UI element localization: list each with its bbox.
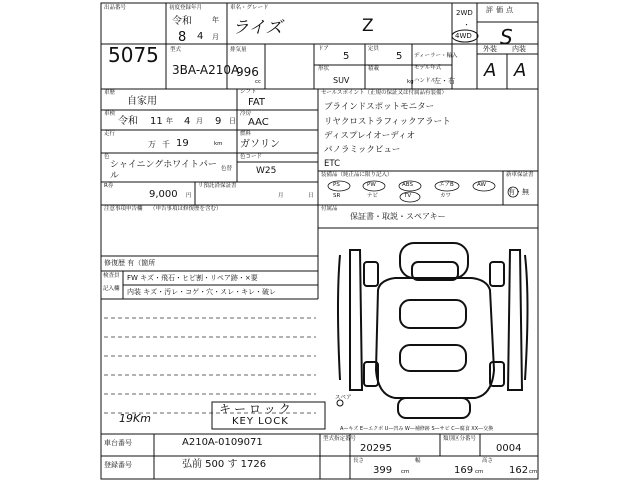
keylock-jp: キーロック: [219, 402, 294, 416]
sales-point-item: リヤクロストラフィックアラート: [324, 117, 451, 127]
inspection-month: 4: [184, 116, 191, 127]
sales-point-item: ETC: [324, 159, 340, 169]
size-height: 162: [509, 465, 529, 476]
lot-label: 出品番号: [104, 5, 127, 11]
first-reg-month-unit: 月: [212, 33, 219, 41]
fuel-value: ガソリン: [240, 139, 280, 150]
doors-value: 5: [343, 51, 350, 62]
mileage-sen: 千: [162, 140, 170, 149]
usage-label: 車歴: [104, 90, 116, 96]
handwritten-mark: 19Km: [119, 412, 151, 425]
exterior-label: 外装: [483, 45, 497, 53]
equip-aw: AW: [477, 182, 486, 188]
interior-grade: A: [514, 60, 527, 81]
size-height-unit: cm: [529, 469, 538, 475]
color-code-label: 色コード: [240, 154, 263, 160]
first-reg-month: 4: [197, 31, 204, 42]
color-label: 色: [104, 154, 110, 160]
inspection-month-unit: 月: [196, 117, 203, 125]
inspector-fw: FW キズ・飛石・ヒビ割・リペア跡・×要: [127, 274, 258, 282]
first-reg-year: 8: [178, 30, 187, 45]
size-length-unit: cm: [401, 469, 410, 475]
size-length-label: 長さ: [353, 458, 365, 464]
equip-sr: SR: [333, 193, 341, 199]
inspection-year: 11: [150, 116, 163, 127]
accessories-value: 保証書・取説・スペアキー: [350, 212, 446, 221]
handle-value: 左・右: [434, 77, 455, 85]
confirm-cat: 0004: [496, 443, 522, 454]
displacement-unit: cc: [255, 79, 262, 85]
load-label: 積載: [368, 66, 380, 72]
shift-value: FAT: [248, 97, 266, 108]
color-value1: シャイニングホワイトパー: [110, 160, 217, 170]
recycle-value: 9,000: [149, 189, 178, 200]
repair-history: 修復歴 有（箇所: [104, 259, 156, 267]
spare-label: スペア: [335, 395, 352, 401]
size-height-label: 高さ: [482, 458, 494, 464]
recycle-date-month: 月: [278, 193, 284, 199]
equip-pw: PW: [367, 182, 376, 188]
load-unit: kg: [407, 79, 414, 85]
first-reg-era: 令和: [172, 16, 192, 27]
equip-tv: TV: [404, 193, 412, 199]
new-car-warranty-label: 新車保証書: [506, 172, 534, 178]
size-width: 169: [454, 465, 474, 476]
damage-legend: A—キズ E—エクボ U—凹み W—補修跡 S—サビ C—腐食 XX—交換: [340, 426, 494, 432]
ac-label: 冷房: [240, 111, 252, 117]
plate-label: 登録番号: [104, 461, 132, 469]
car-grade: Z: [362, 16, 374, 36]
shift-label: シフト: [240, 89, 257, 95]
shape-label: 形状: [318, 66, 330, 72]
size-width-label: 幅: [415, 458, 421, 464]
shape-value: SUV: [333, 76, 350, 85]
model-label: 型式: [170, 47, 182, 53]
mileage-unit: km: [214, 141, 223, 147]
accessories-label: 付属品: [321, 206, 338, 212]
evaluation-score: S: [500, 25, 513, 49]
chassis-label: 車台番号: [104, 439, 132, 447]
dealer-label: ディーラー・輸入: [414, 53, 458, 59]
plate-value: 弘前 500 す 1726: [182, 459, 267, 470]
confirm-cat-label: 類別区分番号: [443, 436, 477, 442]
evaluation-label: 評価点: [486, 6, 516, 14]
recycle-label: R券: [104, 183, 114, 189]
notes-label: 注意事項申告欄: [104, 206, 143, 212]
sales-point-item: ブラインドスポットモニター: [324, 102, 435, 112]
handle-label: ハンドル: [414, 78, 437, 84]
sales-point-item: パノラミックビュー: [324, 145, 401, 155]
ac-value: AAC: [248, 117, 269, 128]
equip-airbag: エアB: [439, 182, 454, 188]
inspection-label: 車検: [104, 111, 116, 117]
color-code: W25: [256, 166, 277, 176]
doors-label: ドア: [318, 46, 329, 52]
size-length: 399: [373, 465, 393, 476]
recycle-date-day: 日: [308, 193, 314, 199]
equip-ps: PS: [333, 182, 340, 188]
mileage-value: 19: [176, 138, 189, 149]
mileage-label: 走行: [104, 131, 116, 137]
sales-point-label: セールスポイント（正規の保証又は付属品有装備）: [321, 90, 448, 96]
recycle-unit: 円: [186, 193, 192, 199]
inspection-year-unit: 年: [166, 117, 173, 125]
size-width-unit: cm: [475, 469, 484, 475]
usage-value: 自家用: [127, 96, 157, 107]
capacity-value: 5: [396, 51, 403, 62]
color-value2: ル: [110, 171, 120, 181]
confirm-no-label: 型式指定番号: [323, 436, 357, 442]
interior-label: 内装: [512, 45, 526, 53]
car-name-label: 車名・グレード: [230, 5, 269, 11]
capacity-label: 定員: [368, 46, 380, 52]
equip-leather: カワ: [440, 193, 452, 199]
equip-abs: ABS: [402, 182, 413, 188]
chassis-value: A210A-0109071: [182, 437, 263, 448]
mileage-man: 万: [148, 140, 156, 149]
inspector-label1: 検査員: [103, 273, 120, 279]
warranty-value: 有・無: [508, 188, 529, 196]
equip-navi: ナビ: [367, 193, 379, 199]
model-year-label: モデル年式: [414, 65, 442, 71]
sales-point-item: ディスプレイオーディオ: [324, 131, 416, 141]
recycle-date-label: リ預託済保証書: [198, 183, 237, 189]
model-value: 3BA-A210A: [172, 63, 240, 77]
inspection-day: 9: [215, 116, 222, 127]
color-change-label: 色替: [221, 166, 233, 172]
exterior-grade: A: [484, 60, 497, 81]
drive-2wd: 2WD: [456, 9, 473, 17]
confirm-no: 20295: [360, 443, 392, 454]
inspector-interior: 内装 キズ・汚レ・コゲ・穴・スレ・キレ・破レ: [127, 288, 277, 296]
inspection-day-unit: 日: [229, 117, 236, 125]
first-reg-label: 初度登録年月: [169, 5, 203, 11]
displacement-label: 排気量: [230, 47, 247, 53]
displacement-value: 996: [236, 65, 259, 79]
fuel-label: 燃料: [240, 131, 252, 137]
notes-sub: （申告事項は修復歴を含む）: [150, 206, 222, 212]
first-reg-year-unit: 年: [212, 16, 219, 24]
inspection-era: 令和: [118, 116, 138, 127]
lot-number: 5075: [108, 43, 159, 67]
keylock-en: KEY LOCK: [232, 416, 289, 427]
car-name: ライズ: [232, 18, 283, 38]
drive-4wd: 4WD: [455, 32, 472, 40]
equipment-label: 装備品（純正品に限り記入）: [321, 172, 393, 178]
inspector-label2: 記入欄: [103, 286, 120, 292]
drive-dot: ・: [463, 21, 470, 29]
